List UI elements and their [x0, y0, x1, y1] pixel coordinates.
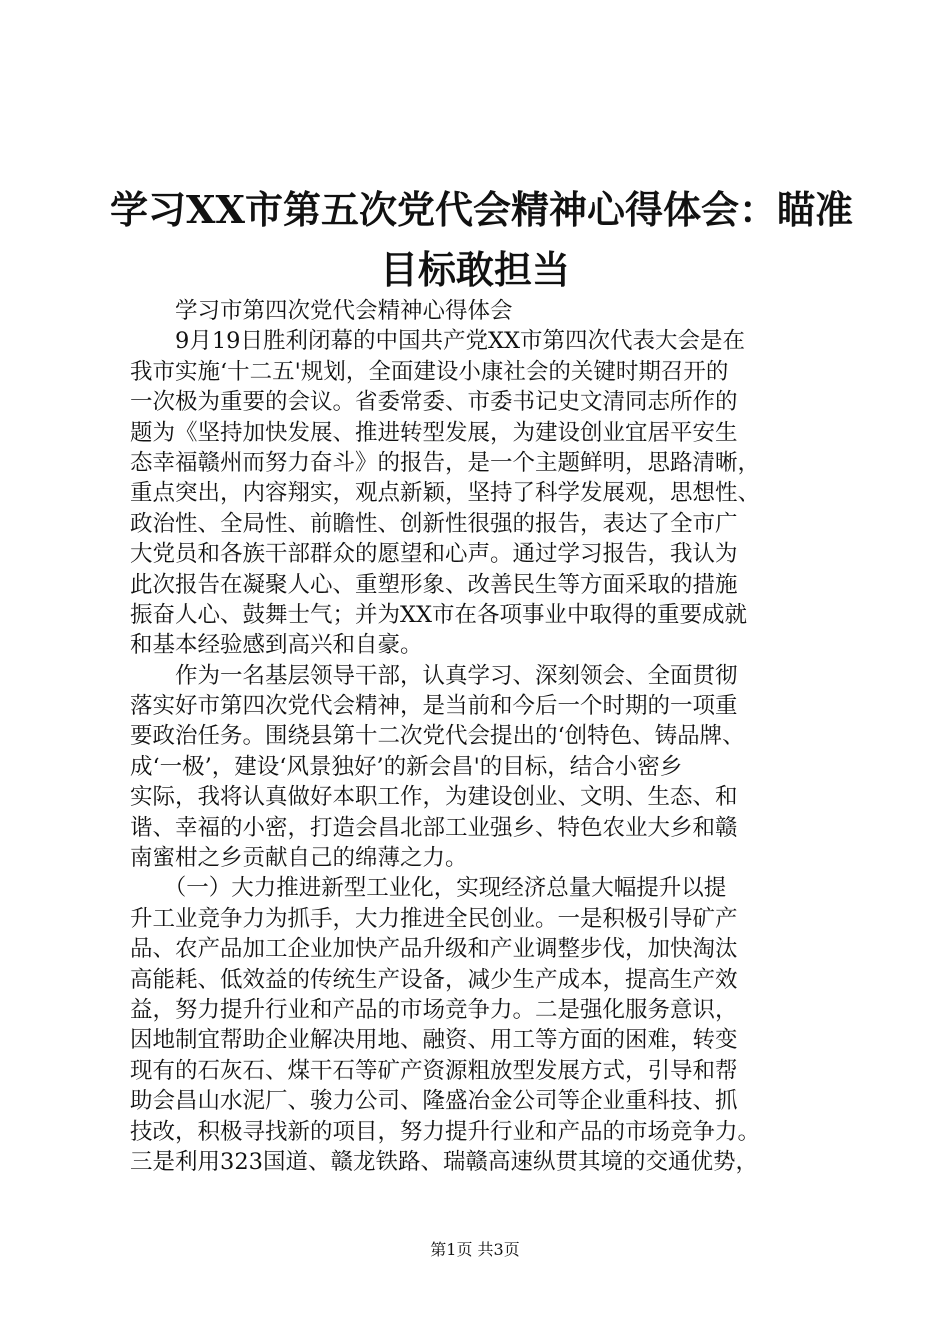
body-line: （一）大力推进新型工业化，实现经济总量大幅提升以提: [130, 875, 727, 902]
document-title: [110, 180, 853, 300]
body-line: 重点突出，内容翔实，观点新颖，坚持了科学发展观，思想性、: [130, 480, 761, 507]
body-line: 品、农产品加工企业加快产品升级和产业调整步伐，加快淘汰: [130, 936, 738, 963]
body-line: 和基本经验感到高兴和自豪。: [130, 632, 423, 659]
body-line: 振奋人心、鼓舞士气；并为XX市在各项事业中取得的重要成就: [130, 601, 748, 628]
title-line-1: 学习XX市第五次党代会精神心得体会：瞄准: [110, 187, 853, 232]
document-body: [130, 296, 835, 1177]
body-line: 助会昌山水泥厂、骏力公司、隆盛冶金公司等企业重科技、抓: [130, 1088, 738, 1115]
body-line: 谐、幸福的小密，打造会昌北部工业强乡、特色农业大乡和赣: [130, 814, 738, 841]
body-line: 落实好市第四次党代会精神，是当前和今后一个时期的一项重: [130, 693, 738, 720]
body-line: 成‘一极’，建设‘风景独好’的新会昌'的目标，结合小密乡: [130, 753, 683, 780]
body-line: 三是利用323国道、赣龙铁路、瑞赣高速纵贯其境的交通优势，: [130, 1148, 758, 1175]
body-line: 大党员和各族干部群众的愿望和心声。通过学习报告，我认为: [130, 541, 738, 568]
body-line: 一次极为重要的会议。省委常委、市委书记史文清同志所作的: [130, 389, 738, 416]
body-line: 益，努力提升行业和产品的市场竞争力。二是强化服务意识，: [130, 996, 738, 1023]
body-line: 升工业竞争力为抓手，大力推进全民创业。一是积极引导矿产: [130, 905, 738, 932]
title-line-2: 目标敢担当: [379, 247, 570, 292]
body-line: 学习市第四次党代会精神心得体会: [130, 298, 513, 324]
body-line: 现有的石灰石、煤干石等矿产资源粗放型发展方式，引导和帮: [130, 1057, 738, 1084]
body-line: 此次报告在凝聚人心、重塑形象、改善民生等方面采取的措施: [130, 571, 738, 598]
page-footer: 第1页 共3页: [430, 1240, 520, 1259]
body-line: 要政治任务。围绕县第十二次党代会提出的‘创特色、铸品牌、: [130, 723, 745, 750]
body-line: 态幸福赣州而努力奋斗》的报告，是一个主题鲜明，思路清晰，: [130, 449, 761, 476]
body-line: 作为一名基层领导干部，认真学习、深刻领会、全面贯彻: [130, 662, 738, 689]
body-line: 因地制宜帮助企业解决用地、融资、用工等方面的困难，转变: [130, 1027, 738, 1054]
body-line: 题为《坚持加快发展、推进转型发展，为建设创业宜居平安生: [130, 419, 738, 446]
body-line: 政治性、全局性、前瞻性、创新性很强的报告，表达了全市广: [130, 510, 738, 537]
body-line: 实际，我将认真做好本职工作，为建设创业、文明、生态、和: [130, 784, 738, 811]
body-line: 高能耗、低效益的传统生产设备，减少生产成本，提高生产效: [130, 966, 738, 993]
body-line: 我市实施‘十二五'规划，全面建设小康社会的关键时期召开的: [130, 358, 729, 385]
body-line: 9月19日胜利闭幕的中国共产党XX市第四次代表大会是在: [130, 328, 745, 355]
body-line: 南蜜柑之乡贡献自己的绵薄之力。: [130, 845, 468, 872]
body-line: 技改，积极寻找新的项目，努力提升行业和产品的市场竞争力。: [130, 1118, 761, 1145]
